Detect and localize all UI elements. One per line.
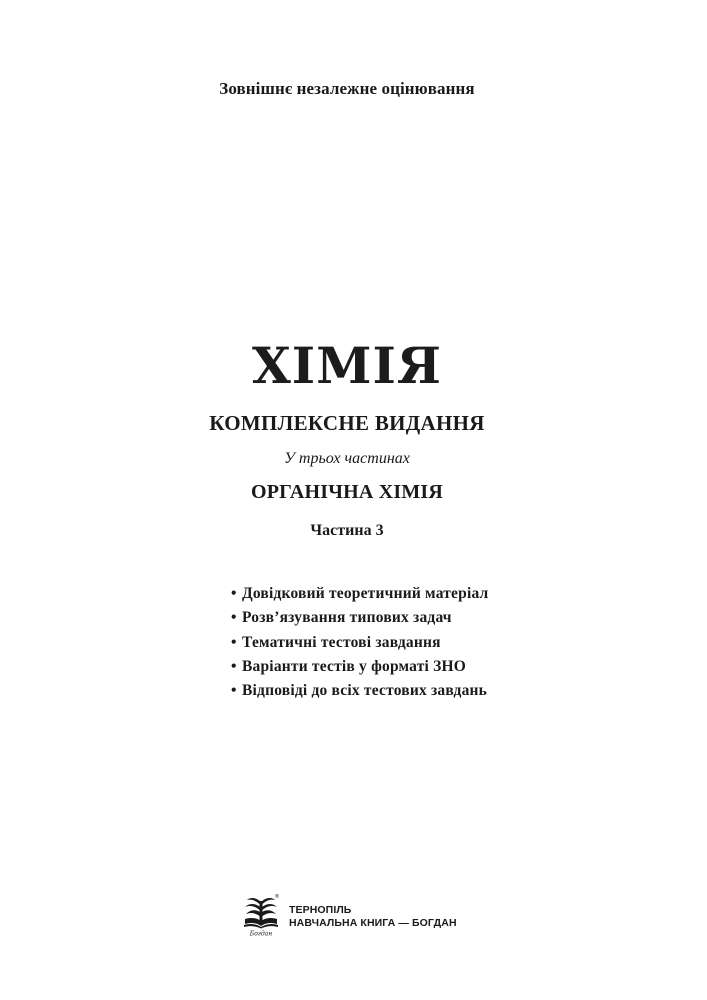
part-number: Частина 3: [310, 522, 384, 539]
registered-mark: ®: [274, 894, 280, 900]
bullet-icon: •: [231, 609, 237, 627]
logo-signature: Богдан: [249, 930, 273, 937]
publisher-text: [289, 904, 457, 930]
feature-item: [231, 679, 488, 703]
book-subtitle: КОМПЛЕКСНЕ ВИДАННЯ: [209, 411, 485, 435]
bullet-icon: •: [231, 585, 237, 602]
publisher-block: [242, 893, 472, 938]
book-title: ХІМІЯ: [251, 336, 442, 395]
feature-text: Розв’язування типових задач: [242, 609, 452, 627]
parts-note: У трьох частинах: [284, 450, 410, 467]
open-book-tree-logo-icon: [242, 893, 280, 937]
feature-text: Варіанти тестів у форматі ЗНО: [242, 657, 467, 675]
bullet-icon: •: [231, 633, 237, 651]
feature-item: [231, 606, 488, 630]
publisher-name: НАВЧАЛЬНА КНИГА — БОГДАН: [289, 917, 457, 929]
feature-text: Тематичні тестові завдання: [242, 633, 441, 651]
feature-text: Відповіді до всіх тестових завдань: [242, 682, 488, 700]
feature-item: [231, 631, 488, 655]
feature-text: Довідковий теоретичний матеріал: [242, 585, 489, 602]
bullet-icon: •: [231, 682, 237, 700]
feature-item: [231, 582, 488, 606]
publisher-city: ТЕРНОПІЛЬ: [289, 904, 352, 916]
bullet-icon: •: [231, 657, 237, 675]
features-list: [231, 582, 488, 703]
feature-item: [231, 655, 488, 679]
series-title: Зовнішнє незалежне оцінювання: [219, 79, 475, 98]
section-title: ОРГАНІЧНА ХІМІЯ: [250, 481, 444, 503]
